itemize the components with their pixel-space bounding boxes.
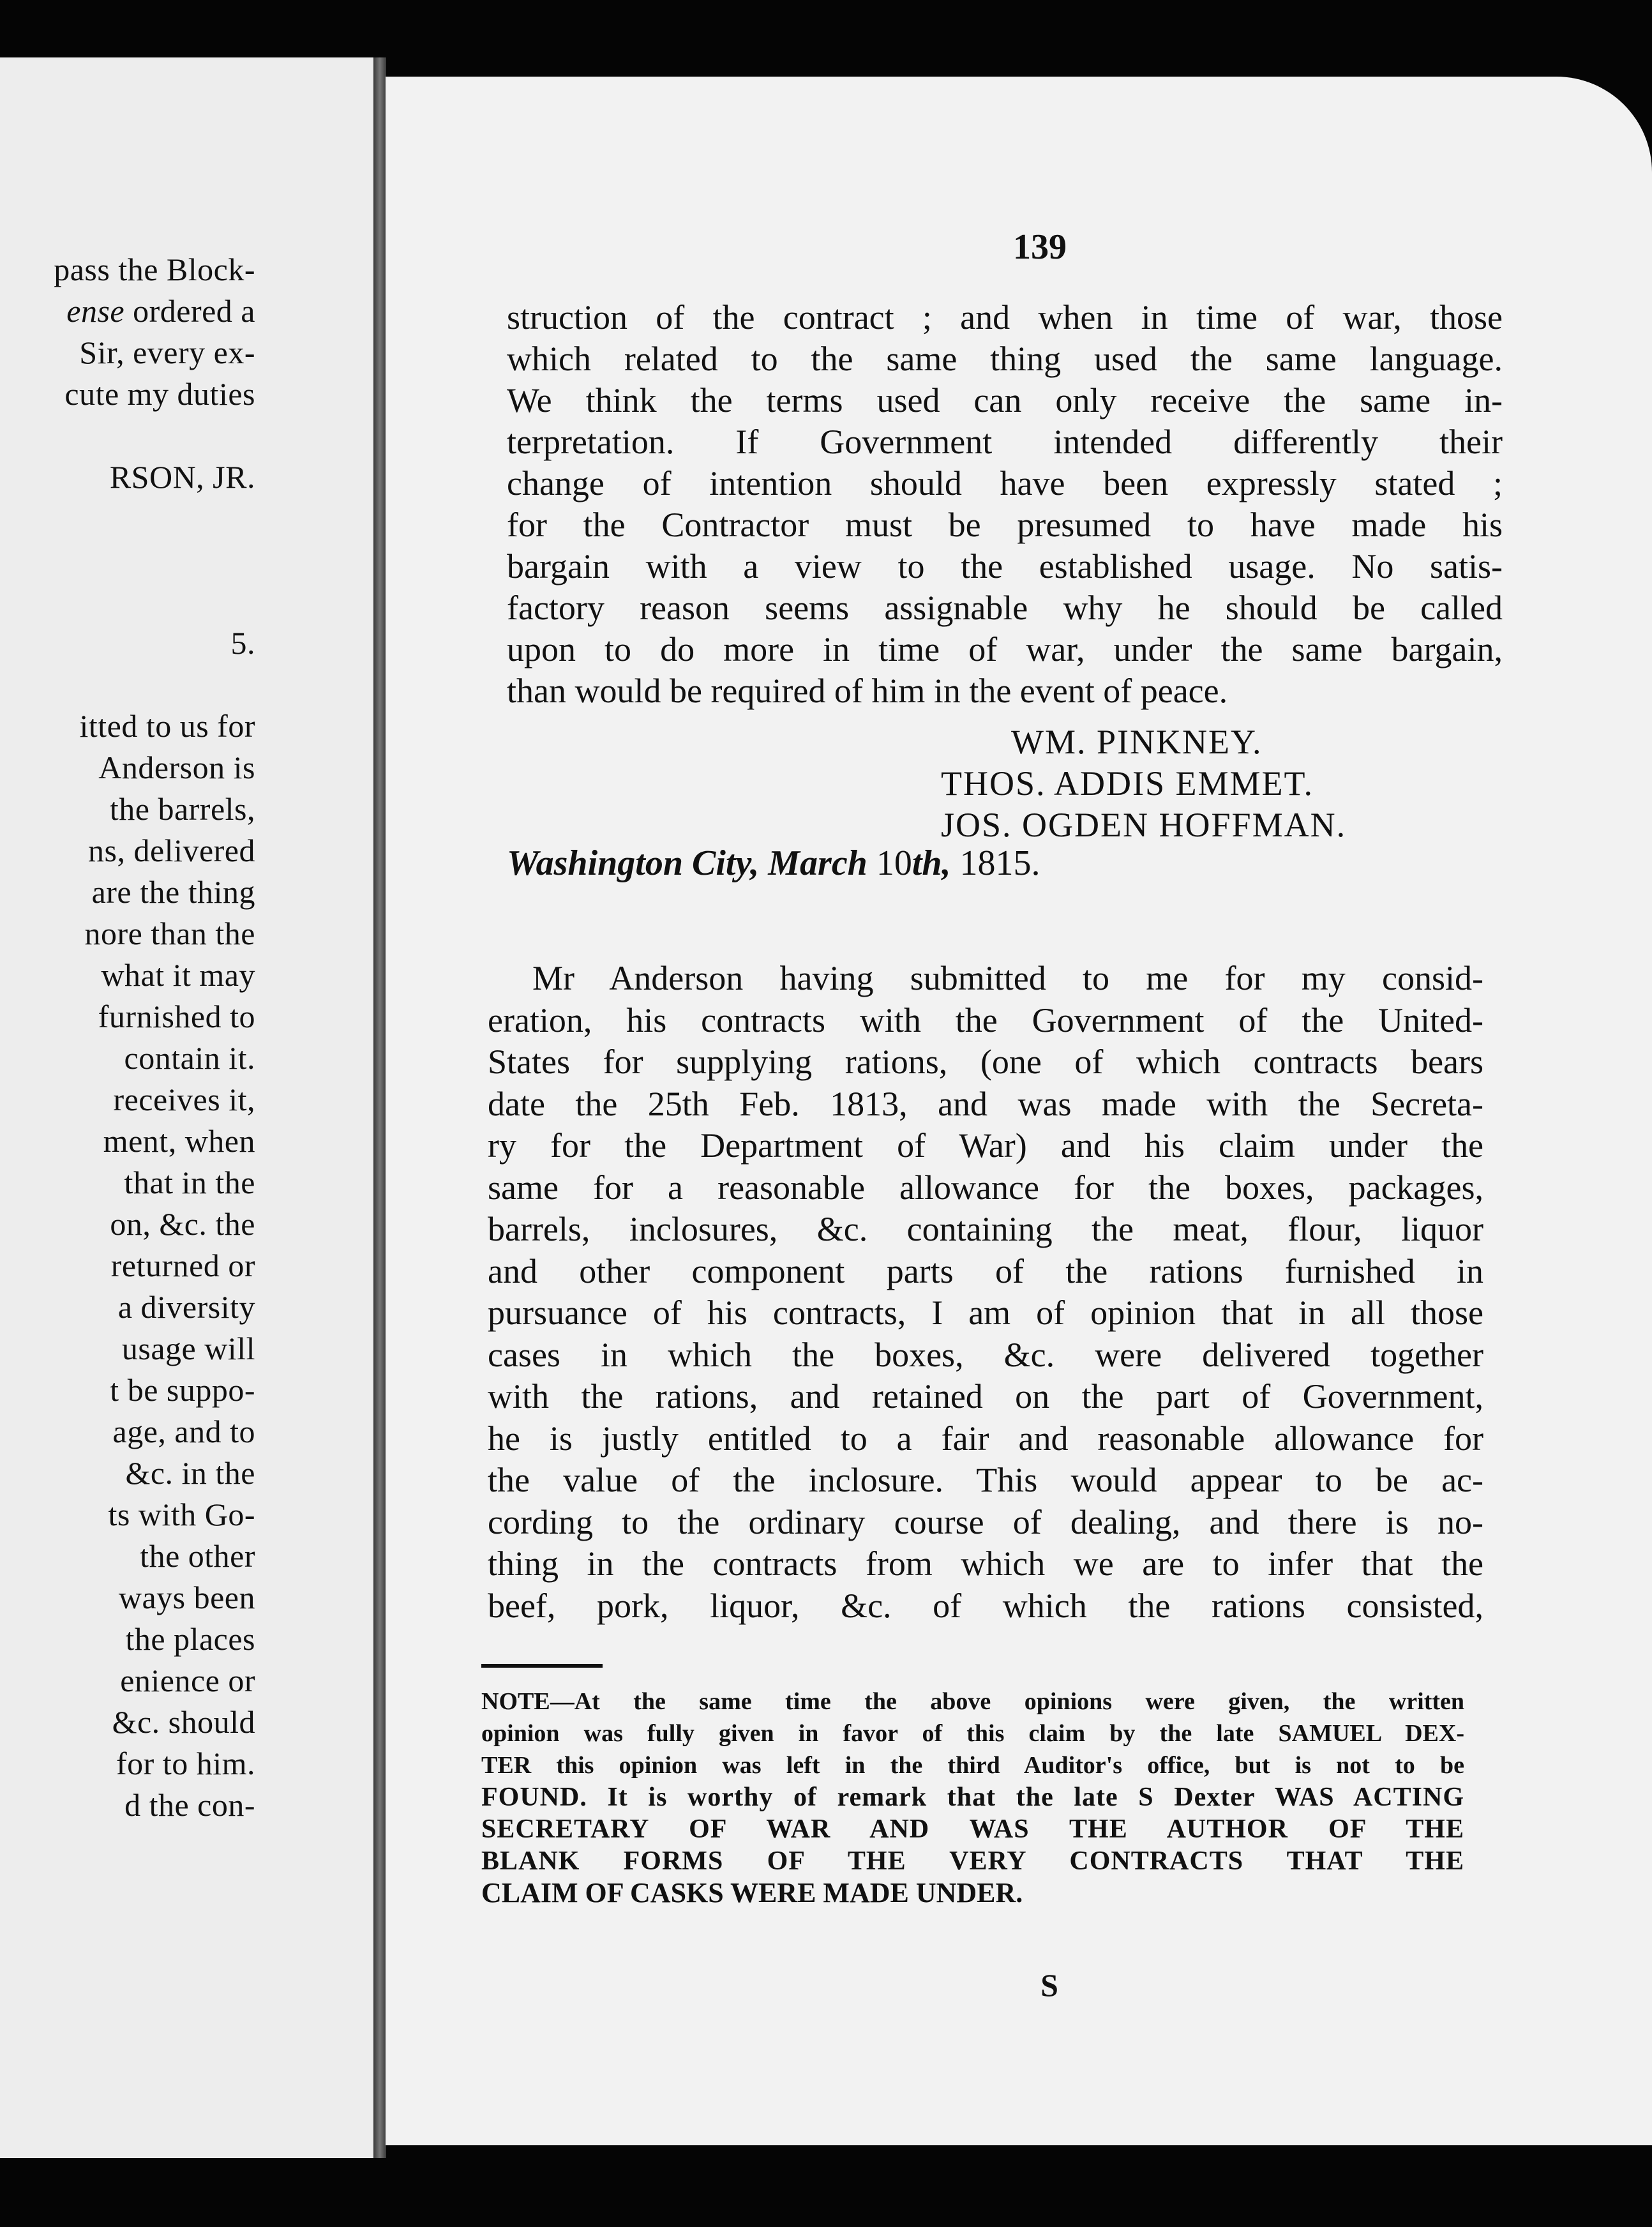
dateline-suffix: th, [912, 843, 951, 883]
left-page-line [0, 664, 255, 706]
body-line: change of intention should have been expressly stated ; [507, 464, 1503, 502]
left-page-line-rest: ordered a [124, 293, 255, 329]
book-spine [373, 57, 386, 2158]
footnote [481, 1686, 1464, 1909]
left-page-line: ns, delivered [88, 833, 255, 868]
left-page-line: what it may [101, 957, 255, 993]
opinion-line: and other component parts of the rations furnished in [488, 1251, 1483, 1290]
left-page-line: pass the Block- [54, 252, 255, 287]
dateline-day: 10 [876, 843, 912, 883]
left-page-line: t be suppo- [110, 1372, 255, 1408]
footnote-line: SECRETARY OF WAR AND WAS THE AUTHOR OF THE [481, 1815, 1464, 1844]
opinion-line: thing in the contracts from which we are to infer that the [488, 1544, 1483, 1583]
left-page-line: a diversity [117, 1289, 255, 1325]
opinion-line: States for supplying rations, (one of which contracts bears [488, 1043, 1483, 1081]
left-page-line: receives it, [113, 1082, 255, 1117]
body-line: for the Contractor must be presumed to have made his [507, 506, 1503, 544]
opinion-line: cases in which the boxes, &c. were delivered together [488, 1335, 1483, 1374]
left-page-line: that in the [124, 1165, 255, 1200]
footnote-line: CLAIM OF CASKS WERE MADE UNDER. [481, 1877, 1023, 1908]
footnote-line: opinion was fully given in favor of this claim by the late SAMUEL DEX- [481, 1720, 1464, 1747]
dateline-year: 1815. [959, 843, 1040, 883]
left-page-line [0, 498, 255, 540]
left-page-line: ts with Go- [108, 1497, 255, 1532]
page-number: 139 [1013, 227, 1067, 267]
left-page-line: the other [140, 1538, 255, 1574]
left-page-line: ways been [118, 1580, 255, 1615]
body-line: than would be required of him in the event of peace. [507, 672, 1228, 710]
left-page-line: &c. in the [125, 1455, 255, 1491]
body-paragraph [507, 297, 1503, 712]
opinion-line: he is justly entitled to a fair and reasonable allowance for [488, 1419, 1483, 1458]
opinion-line: cording to the ordinary course of dealing, and there is no- [488, 1502, 1483, 1541]
left-facing-page [0, 57, 382, 2158]
footnote-line: BLANK FORMS OF THE VERY CONTRACTS THAT THE [481, 1846, 1464, 1876]
left-page-line: ment, when [103, 1123, 255, 1159]
opinion-line: with the rations, and retained on the part of Government, [488, 1377, 1483, 1415]
opinion-line: same for a reasonable allowance for the boxes, packages, [488, 1168, 1483, 1207]
opinion-line: Mr Anderson having submitted to me for my consid- [532, 959, 1483, 997]
left-page-line: furnished to [98, 999, 255, 1034]
left-page-line: contain it. [124, 1040, 255, 1076]
left-page-line: Sir, every ex- [79, 335, 255, 370]
body-line: factory reason seems assignable why he should be called [507, 589, 1503, 627]
signature-emmet: THOS. ADDIS EMMET. [941, 764, 1314, 803]
dateline-place: Washington City, March [507, 843, 867, 883]
left-page-text [0, 249, 255, 1826]
left-page-line: for to him. [116, 1746, 255, 1781]
left-page-line: returned or [110, 1248, 255, 1283]
left-page-line: the places [125, 1621, 255, 1657]
left-page-line: cute my duties [64, 376, 255, 412]
left-page-line: the barrels, [109, 791, 255, 827]
right-page [386, 77, 1652, 2145]
left-page-line: on, &c. the [110, 1206, 255, 1242]
footnote-line: FOUND. It is worthy of remark that the late S Dexter WAS ACTING [481, 1783, 1464, 1812]
left-page-line: &c. should [112, 1704, 255, 1740]
left-page-line: nore than the [84, 916, 255, 951]
opinion-line: pursuance of his contracts, I am of opinion that in all those [488, 1294, 1483, 1332]
left-page-line [0, 415, 255, 457]
left-page-line: enience or [120, 1663, 255, 1698]
left-page-line [0, 581, 255, 623]
body-line: struction of the contract ; and when in time of war, those [507, 298, 1503, 336]
opinion-paragraph [488, 958, 1483, 1627]
signature-block [941, 721, 1346, 846]
left-page-line: usage will [121, 1331, 255, 1366]
left-page-line [0, 291, 255, 332]
opinion-line: eration, his contracts with the Government of the United- [488, 1000, 1483, 1039]
footnote-divider [481, 1664, 603, 1668]
opinion-line: beef, pork, liquor, &c. of which the rations consisted, [488, 1586, 1483, 1625]
body-line: upon to do more in time of war, under the same bargain, [507, 630, 1503, 668]
footnote-line: TER this opinion was left in the third Auditor's office, but is not to be [481, 1752, 1464, 1779]
left-page-line: age, and to [112, 1414, 255, 1449]
left-page-line: RSON, JR. [109, 459, 255, 495]
signature-pinkney: WM. PINKNEY. [1011, 723, 1263, 761]
printer-signature-mark: S [1040, 1967, 1058, 2003]
body-line: which related to the same thing used the same language. [507, 340, 1503, 378]
body-line: We think the terms used can only receive the same in- [507, 381, 1503, 419]
opinion-line: the value of the inclosure. This would appear to be ac- [488, 1461, 1483, 1499]
left-page-line: itted to us for [79, 708, 255, 744]
dateline [507, 843, 1040, 884]
left-page-line [0, 540, 255, 581]
left-page-line: 5. [230, 625, 255, 661]
opinion-line: date the 25th Feb. 1813, and was made with the Secreta- [488, 1084, 1483, 1123]
body-line: terpretation. If Government intended differently their [507, 423, 1503, 461]
signature-hoffman: JOS. OGDEN HOFFMAN. [941, 806, 1347, 844]
opinion-line: ry for the Department of War) and his claim under the [488, 1126, 1483, 1165]
left-page-line: d the con- [124, 1787, 255, 1823]
left-page-italic-word: ense [66, 293, 125, 329]
left-page-line: Anderson is [98, 750, 255, 785]
left-page-line: are the thing [91, 874, 255, 910]
body-line: bargain with a view to the established usage. No satis- [507, 547, 1503, 585]
footnote-line: NOTE—At the same time the above opinions were given, the written [481, 1688, 1464, 1715]
opinion-line: barrels, inclosures, &c. containing the meat, flour, liquor [488, 1210, 1483, 1248]
